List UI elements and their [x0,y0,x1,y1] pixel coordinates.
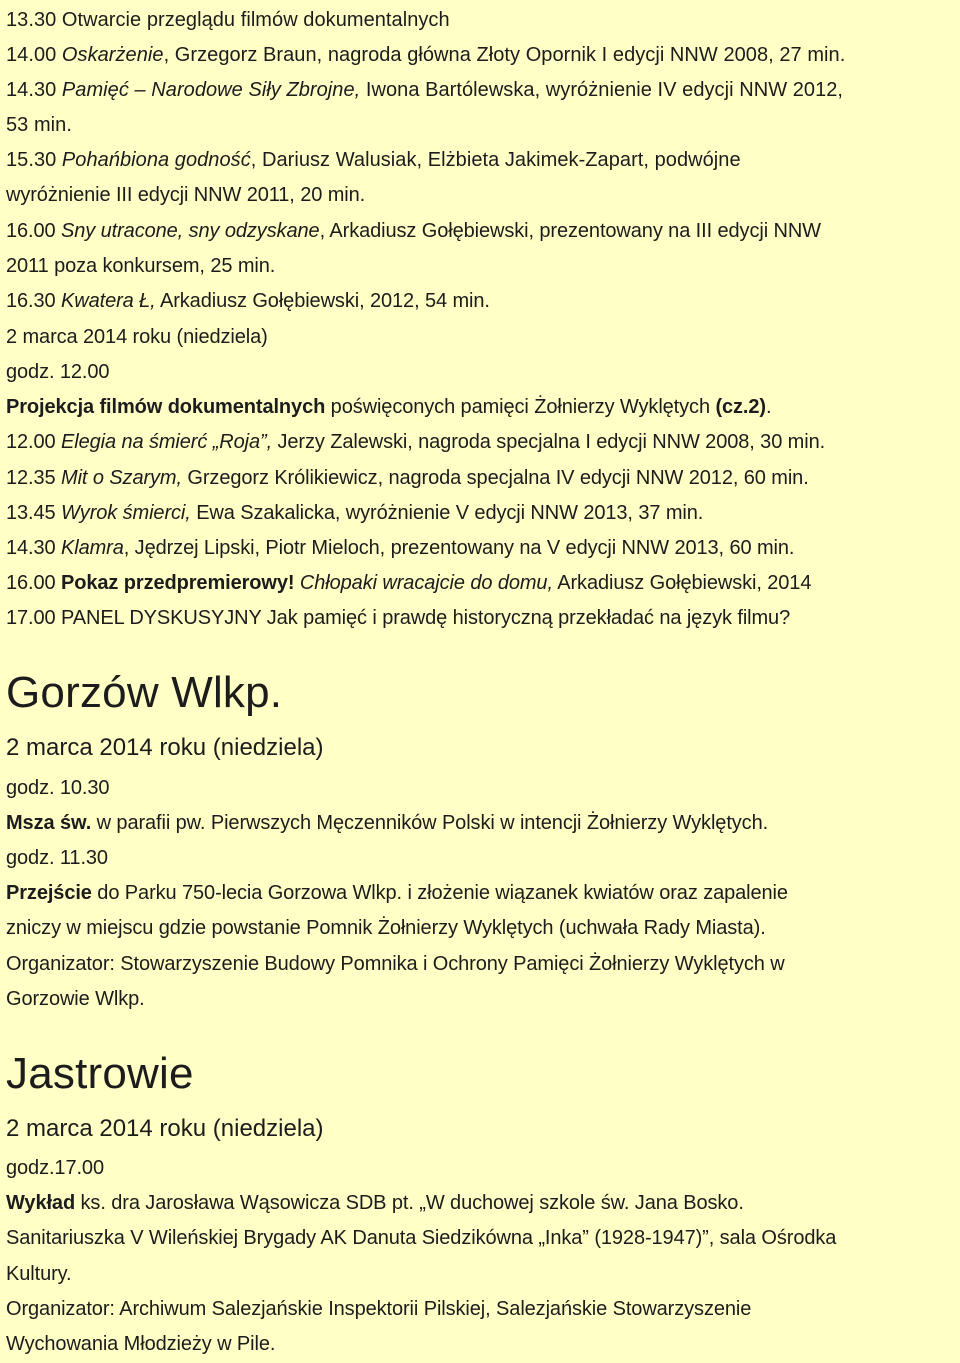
event-line: zniczy w miejscu gdzie powstanie Pomnik Żołnierzy Wyklętych (uchwała Rady Miasta). [6,917,766,939]
schedule-line: 13.30 Otwarcie przeglądu filmów dokumentalnych [6,9,450,31]
schedule-line: 14.00 Oskarżenie, Grzegorz Braun, nagroda główna Złoty Opornik I edycji NNW 2008, 27 min. [6,44,846,66]
event-line: Przejście do Parku 750-lecia Gorzowa Wlkp. i złożenie wiązanek kwiatów oraz zapalenie [6,882,788,904]
schedule-heading-line: Projekcja filmów dokumentalnych poświęconych pamięci Żołnierzy Wyklętych (cz.2). [6,396,772,418]
schedule-line: 17.00 PANEL DYSKUSYJNY Jak pamięć i prawdę historyczną przekładać na język filmu? [6,607,791,629]
event-line: Wykład ks. dra Jarosława Wąsowicza SDB pt. „W duchowej szkole św. Jana Bosko. [6,1192,744,1214]
time-line: godz. 11.30 [6,847,108,869]
section-title-gorzow: Gorzów Wlkp. [6,668,283,717]
organizer-line: Wychowania Młodzieży w Pile. [6,1333,276,1355]
event-line: Msza św. w parafii pw. Pierwszych Męczenników Polski w intencji Żołnierzy Wyklętych. [6,812,769,834]
event-line: Kultury. [6,1263,72,1285]
schedule-line: 12.00 Elegia na śmierć „Roja”, Jerzy Zalewski, nagroda specjalna I edycji NNW 2008, 30 min. [6,431,826,453]
schedule-line: 16.30 Kwatera Ł, Arkadiusz Gołębiewski, 2012, 54 min. [6,290,490,312]
section-title-jastrowie: Jastrowie [6,1049,194,1098]
schedule-line: 12.35 Mit o Szarym, Grzegorz Królikiewicz, nagroda specjalna IV edycji NNW 2012, 60 min. [6,467,809,489]
section-date-gorzow: 2 marca 2014 roku (niedziela) [6,734,324,761]
schedule-line: 14.30 Pamięć – Narodowe Siły Zbrojne, Iwona Bartólewska, wyróżnienie IV edycji NNW 2012, [6,79,844,101]
time-line: godz.17.00 [6,1157,104,1179]
schedule-line: 2011 poza konkursem, 25 min. [6,255,276,277]
organizer-line: Organizator: Stowarzyszenie Budowy Pomnika i Ochrony Pamięci Żołnierzy Wyklętych w [6,953,785,975]
schedule-line: 53 min. [6,114,72,136]
date-line: 2 marca 2014 roku (niedziela) [6,326,268,348]
schedule-line: 14.30 Klamra, Jędrzej Lipski, Piotr Mieloch, prezentowany na V edycji NNW 2013, 60 min. [6,537,795,559]
time-line: godz. 12.00 [6,361,110,383]
schedule-line: 13.45 Wyrok śmierci, Ewa Szakalicka, wyróżnienie V edycji NNW 2013, 37 min. [6,502,704,524]
schedule-line: wyróżnienie III edycji NNW 2011, 20 min. [6,184,366,206]
section-date-jastrowie: 2 marca 2014 roku (niedziela) [6,1115,324,1142]
schedule-line: 15.30 Pohańbiona godność, Dariusz Walusiak, Elżbieta Jakimek-Zapart, podwójne [6,149,741,171]
organizer-line: Gorzowie Wlkp. [6,988,145,1010]
organizer-line: Organizator: Archiwum Salezjańskie Inspektorii Pilskiej, Salezjańskie Stowarzyszenie [6,1298,752,1320]
time-line: godz. 10.30 [6,777,110,799]
schedule-line: 16.00 Pokaz przedpremierowy! Chłopaki wracajcie do domu, Arkadiusz Gołębiewski, 2014 [6,572,812,594]
event-line: Sanitariuszka V Wileńskiej Brygady AK Danuta Siedzikówna „Inka” (1928-1947)”, sala Ośrodka [6,1227,837,1249]
schedule-line: 16.00 Sny utracone, sny odzyskane, Arkadiusz Gołębiewski, prezentowany na III edycji NNW [6,220,821,242]
